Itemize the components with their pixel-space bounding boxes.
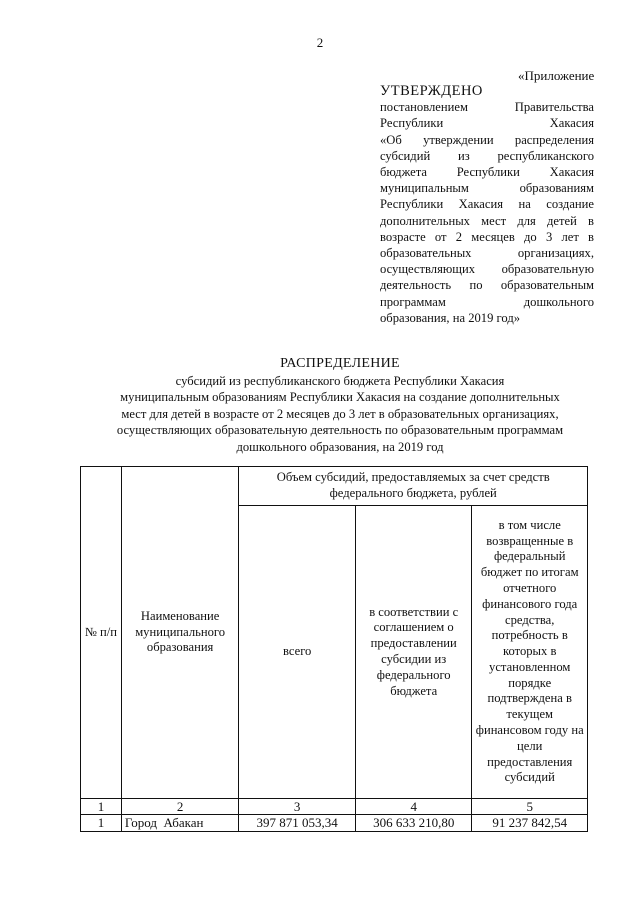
approval-line: постановлением Правительства	[380, 100, 594, 115]
approval-line: Республики Хакасия	[380, 116, 594, 131]
page-number: 2	[316, 35, 324, 50]
row-returned: 91 237 842,54	[472, 815, 588, 832]
approval-line: субсидий из республиканского	[380, 148, 594, 163]
header-total: всего	[239, 506, 356, 799]
table-row	[81, 815, 588, 832]
approval-block	[380, 83, 594, 326]
approval-line: осуществляющих образовательную	[380, 262, 594, 277]
approval-line: Республики Хакасия на создание	[380, 197, 594, 212]
title-heading: РАСПРЕДЕЛЕНИЕ	[280, 356, 400, 371]
approval-line: деятельность по образовательным	[380, 278, 594, 293]
table-header-row	[81, 467, 588, 506]
document-title	[60, 356, 620, 456]
approval-line: муниципальным образованиям	[380, 181, 594, 196]
row-agreement: 306 633 210,80	[355, 815, 472, 832]
column-number: 1	[81, 799, 122, 815]
title-line: осуществляющих образовательную деятельность по образовательным программам	[116, 423, 564, 438]
row-no: 1	[81, 815, 122, 832]
approval-line: возрасте от 2 месяцев до 3 лет в	[380, 229, 594, 244]
approval-line: образования, на 2019 год»	[380, 310, 521, 325]
row-name: Город Абакан	[121, 815, 239, 832]
row-total: 397 871 053,34	[239, 815, 356, 832]
approval-line: дополнительных мест для детей в	[380, 213, 594, 228]
header-agreement: в соответствии с соглашением о предоставлении субсидии из федерального бюджета	[355, 506, 472, 799]
subsidies-table	[80, 466, 588, 832]
column-number: 4	[355, 799, 472, 815]
column-number: 5	[472, 799, 588, 815]
header-group: Объем субсидий, предоставляемых за счет средств федерального бюджета, рублей	[239, 467, 588, 506]
title-line: субсидий из республиканского бюджета Республики Хакасия	[175, 373, 505, 388]
column-number-row	[81, 799, 588, 815]
header-returned: в том числе возвращенные в федеральный бюджет по итогам отчетного финансового года средства, потребность в которых в установленном порядке подтверждена в текущем финансовом году на цели предоставления субсидий	[472, 506, 588, 799]
approval-line: образовательных организациях,	[380, 246, 594, 261]
header-name: Наименование муниципального образования	[121, 467, 239, 799]
column-number: 3	[239, 799, 356, 815]
title-line: мест для детей в возрасте от 2 месяцев до 3 лет в образовательных организациях,	[121, 406, 559, 421]
approval-line: программам дошкольного	[380, 294, 594, 309]
column-number: 2	[121, 799, 239, 815]
appendix-label: «Приложение	[518, 68, 595, 83]
approval-line: бюджета Республики Хакасия	[380, 165, 594, 180]
title-line: муниципальным образованиям Республики Хакасия на создание дополнительных	[120, 390, 560, 405]
header-no: № п/п	[81, 467, 122, 799]
title-line: дошкольного образования, на 2019 год	[236, 439, 444, 454]
approval-line: «Об утверждении распределения	[380, 132, 594, 147]
approval-heading: УТВЕРЖДЕНО	[380, 83, 483, 99]
